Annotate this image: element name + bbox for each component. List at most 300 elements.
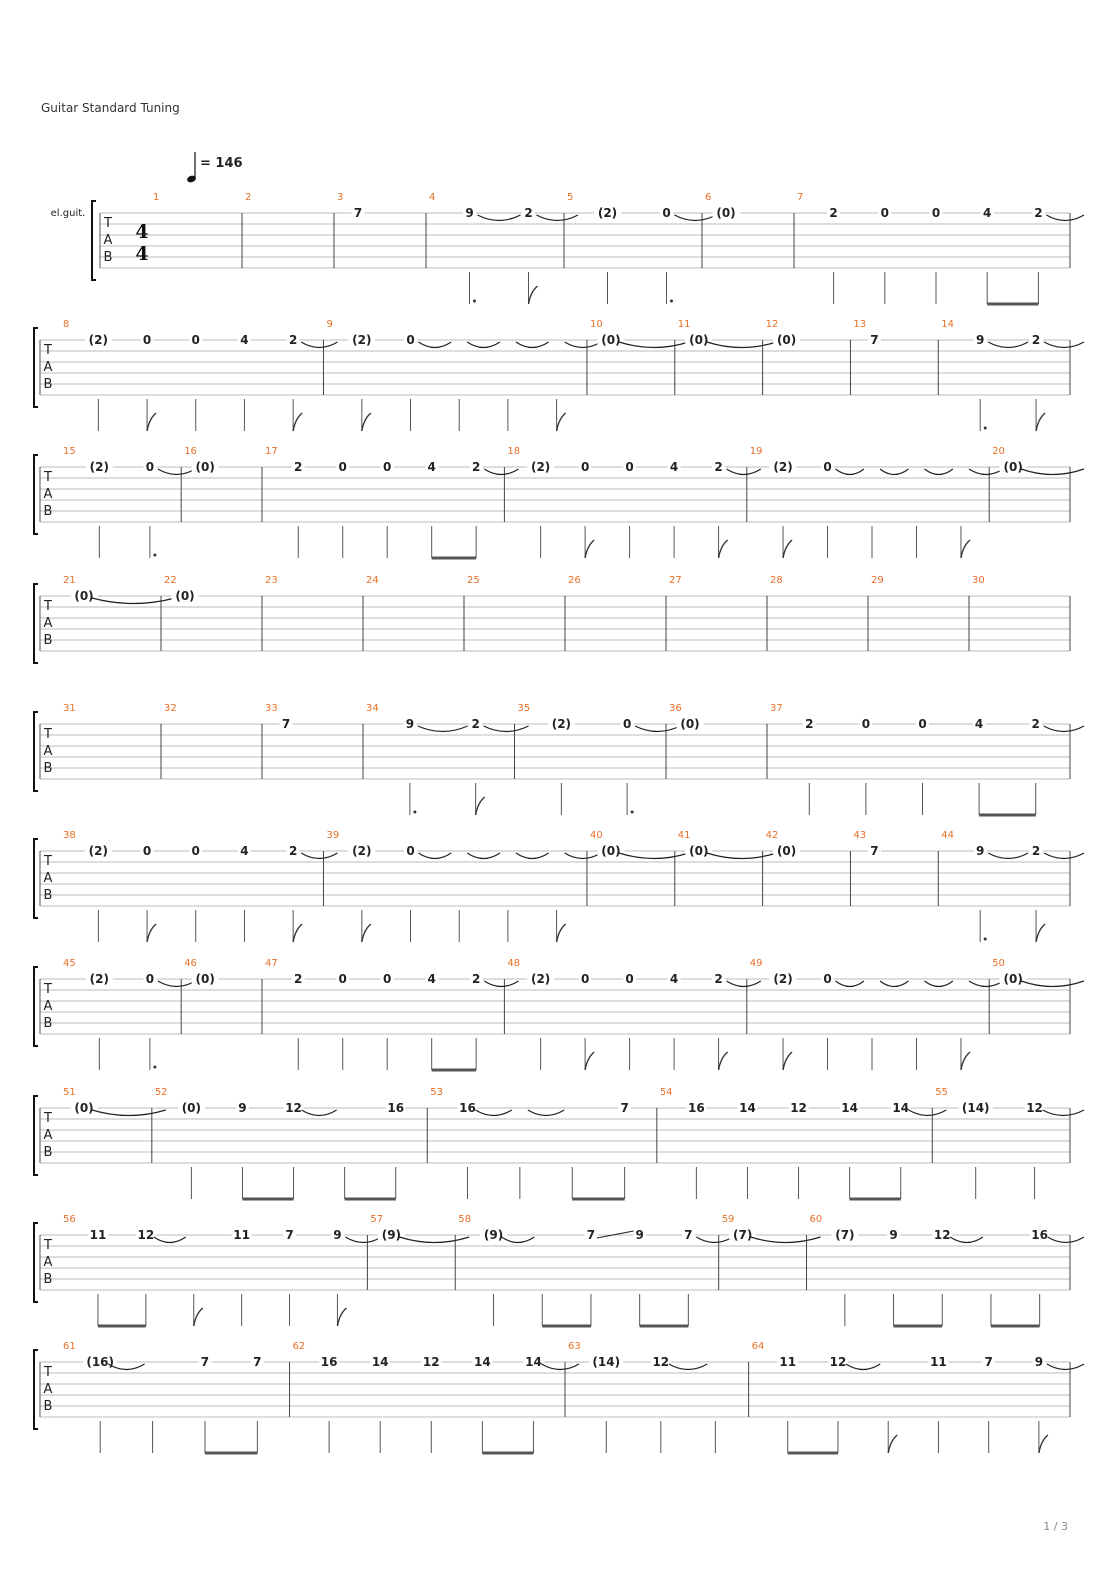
note-flag: [147, 413, 156, 431]
fret-number: (0): [1003, 460, 1023, 474]
fret-number: 11: [233, 1228, 250, 1242]
tie-arc: [669, 1364, 708, 1370]
fret-number: 2: [1031, 844, 1041, 858]
bar-number: 37: [770, 703, 783, 714]
fret-number: 16: [1031, 1228, 1049, 1242]
rhythm-dot: [631, 811, 634, 814]
bar-number: 4: [429, 192, 436, 203]
time-signature-top: 4: [135, 221, 149, 243]
fret-number: 12: [285, 1101, 302, 1115]
fret-number: 2: [471, 972, 481, 986]
fret-number: 9: [976, 333, 985, 347]
system-bracket: [34, 1223, 38, 1302]
tab-clef-letter: A: [43, 744, 53, 759]
bar-number: 64: [751, 1341, 765, 1352]
fret-number: 7: [870, 333, 879, 347]
bar-number: 17: [265, 446, 278, 457]
note-flag: [557, 413, 566, 431]
tempo-value: = 146: [200, 156, 243, 171]
bar-number: 1: [153, 192, 160, 203]
fret-number: 7: [870, 844, 879, 858]
fret-number: (0): [195, 972, 215, 986]
tie-arc: [1021, 469, 1084, 475]
bar-number: 11: [677, 319, 691, 330]
system-bracket: [34, 584, 38, 663]
note-flag: [961, 540, 970, 558]
fret-number: (2): [551, 717, 572, 731]
tie-arc: [909, 1110, 947, 1116]
fret-number: 11: [89, 1228, 107, 1242]
bar-number: 15: [63, 446, 76, 457]
tie-arc: [399, 1237, 469, 1243]
tie-arc: [528, 1110, 564, 1116]
tie-arc: [484, 726, 529, 732]
fret-number: (2): [89, 972, 109, 986]
fret-number: 4: [240, 844, 249, 858]
bar-number: 16: [184, 446, 197, 457]
tie-arc: [1044, 342, 1084, 348]
fret-number: (0): [680, 717, 700, 731]
fret-number: 2: [829, 206, 838, 220]
bar-number: 5: [567, 192, 574, 203]
fret-number: (0): [776, 333, 797, 347]
tie-arc: [516, 853, 549, 859]
fret-number: 4: [669, 460, 679, 474]
instrument-label: el.guit.: [50, 208, 86, 219]
fret-number: (0): [74, 589, 94, 603]
bar-number: 30: [972, 575, 985, 586]
bar-number: 23: [265, 575, 278, 586]
fret-number: 12: [829, 1355, 847, 1369]
tie-arc: [727, 981, 761, 987]
system-bracket: [92, 201, 96, 280]
bar-number: 7: [797, 192, 804, 203]
tie-arc: [836, 981, 864, 987]
tie-arc: [635, 726, 680, 732]
tab-clef-letter: B: [43, 1399, 53, 1414]
tie-arc: [707, 853, 777, 859]
fret-number: 0: [823, 460, 832, 474]
fret-number: (2): [88, 844, 109, 858]
bar-number: 29: [871, 575, 884, 586]
fret-number: 12: [137, 1228, 155, 1242]
fret-number: (2): [773, 972, 793, 986]
fret-number: 7: [984, 1355, 993, 1369]
bar-number: 63: [568, 1341, 581, 1352]
fret-number: 0: [861, 717, 871, 731]
fret-number: 2: [294, 460, 303, 474]
fret-number: 12: [652, 1355, 670, 1369]
bar-number: 61: [63, 1341, 76, 1352]
tab-clef-letter: A: [43, 999, 53, 1014]
bar-number: 52: [154, 1087, 168, 1098]
rhythm-dot: [153, 1066, 156, 1069]
fret-number: 4: [427, 972, 436, 986]
bar-number: 34: [366, 703, 379, 714]
bar-number: 42: [765, 830, 779, 841]
fret-number: (0): [776, 844, 797, 858]
fret-number: 7: [586, 1228, 596, 1242]
fret-number: 0: [142, 844, 152, 858]
bar-number: 25: [467, 575, 480, 586]
note-flag: [783, 1052, 792, 1070]
tie-arc: [301, 342, 337, 348]
fret-number: (9): [381, 1228, 402, 1242]
fret-number: 14: [371, 1355, 389, 1369]
bar-number: 32: [164, 703, 177, 714]
bar-number: 14: [941, 319, 954, 330]
fret-number: 0: [931, 206, 941, 220]
tie-arc: [846, 1364, 880, 1370]
fret-number: 0: [406, 844, 415, 858]
note-flag: [719, 1052, 728, 1070]
fret-number: 9: [889, 1228, 898, 1242]
bar-number: 10: [589, 319, 603, 330]
fret-number: (2): [352, 333, 372, 347]
tie-arc: [727, 469, 761, 475]
tie-arc: [696, 1237, 732, 1243]
fret-number: 2: [294, 972, 303, 986]
tie-arc: [467, 853, 500, 859]
bar-number: 59: [721, 1214, 735, 1225]
bar-number: 20: [992, 446, 1005, 457]
tab-clef-letter: B: [103, 250, 113, 265]
fret-number: 2: [1034, 206, 1043, 220]
bar-number: 18: [507, 446, 521, 457]
fret-number: 14: [892, 1101, 910, 1115]
note-flag: [362, 924, 371, 942]
fret-number: 2: [288, 844, 298, 858]
tie-arc: [92, 1110, 166, 1116]
tie-arc: [154, 1237, 186, 1243]
tie-arc: [880, 981, 908, 987]
bar-number: 22: [164, 575, 177, 586]
note-flag: [783, 540, 792, 558]
fret-number: 14: [739, 1101, 756, 1115]
tie-arc: [419, 853, 452, 859]
note-flag: [719, 540, 728, 558]
fret-number: 0: [383, 972, 392, 986]
tab-clef-letter: A: [43, 1382, 53, 1397]
note-flag: [529, 286, 538, 304]
tie-arc: [565, 853, 601, 859]
tie-arc: [836, 469, 864, 475]
bar-number: 8: [63, 319, 70, 330]
tab-clef-letter: B: [43, 504, 53, 519]
tab-clef-letter: B: [43, 761, 53, 776]
fret-number: 0: [142, 333, 152, 347]
tie-arc: [301, 853, 337, 859]
tuning-title: Guitar Standard Tuning: [41, 101, 180, 115]
fret-number: 2: [471, 717, 480, 731]
fret-number: (0): [601, 844, 621, 858]
bar-number: 13: [853, 319, 867, 330]
fret-number: 12: [790, 1101, 807, 1115]
bar-number: 21: [63, 575, 76, 586]
note-flag: [1036, 413, 1045, 431]
bar-number: 45: [63, 958, 76, 969]
fret-number: 0: [191, 333, 200, 347]
tie-arc: [516, 342, 549, 348]
fret-number: 7: [684, 1228, 693, 1242]
fret-number: (0): [181, 1101, 202, 1115]
rhythm-dot: [473, 300, 476, 303]
bar-number: 39: [326, 830, 340, 841]
bar-number: 31: [63, 703, 76, 714]
fret-number: 9: [238, 1101, 247, 1115]
bar-number: 60: [809, 1214, 823, 1225]
tie-arc: [418, 726, 468, 732]
bar-number: 58: [458, 1214, 471, 1225]
bar-number: 62: [292, 1341, 306, 1352]
tab-clef-letter: B: [43, 1272, 53, 1287]
tie-arc: [1043, 1110, 1084, 1116]
note-flag: [147, 924, 156, 942]
note-flag: [194, 1308, 203, 1326]
tie-arc: [880, 469, 908, 475]
bar-number: 3: [337, 192, 344, 203]
fret-number: 12: [933, 1228, 951, 1242]
tie-arc: [484, 469, 518, 475]
bar-number: 55: [935, 1087, 949, 1098]
fret-number: 9: [635, 1228, 644, 1242]
fret-number: 2: [471, 460, 481, 474]
tie-arc: [467, 342, 500, 348]
fret-number: 14: [474, 1355, 491, 1369]
fret-number: 9: [405, 717, 415, 731]
tie-arc: [751, 1237, 821, 1243]
rhythm-dot: [984, 427, 987, 430]
bar-number: 56: [63, 1214, 76, 1225]
tab-clef-letter: T: [44, 1238, 52, 1253]
tie-arc: [1048, 1237, 1084, 1243]
fret-number: 4: [974, 717, 984, 731]
bar-number: 40: [589, 830, 603, 841]
fret-number: 9: [1034, 1355, 1044, 1369]
tie-arc: [950, 1237, 983, 1243]
bar-number: 2: [245, 192, 252, 203]
bar-number: 38: [63, 830, 76, 841]
fret-number: (16): [86, 1355, 115, 1369]
fret-number: 0: [145, 972, 155, 986]
fret-number: (0): [716, 206, 736, 220]
system-bracket: [34, 712, 38, 791]
fret-number: 0: [880, 206, 889, 220]
tie-arc: [92, 598, 175, 604]
tie-arc: [1047, 1364, 1084, 1370]
bar-number: 47: [265, 958, 278, 969]
fret-number: 7: [200, 1355, 210, 1369]
note-flag: [1036, 924, 1045, 942]
tab-clef-letter: A: [43, 360, 53, 375]
fret-number: 9: [465, 206, 474, 220]
fret-number: (7): [733, 1228, 753, 1242]
fret-number: (14): [961, 1101, 990, 1115]
system-bracket: [34, 967, 38, 1046]
system-bracket: [34, 455, 38, 534]
tie-arc: [969, 981, 1003, 987]
tie-arc: [924, 981, 952, 987]
tab-clef-letter: T: [44, 599, 52, 614]
time-signature-bottom: 4: [135, 243, 149, 265]
tie-arc: [302, 1110, 337, 1116]
page-number: 1 / 3: [1043, 1520, 1068, 1533]
fret-number: 7: [285, 1228, 294, 1242]
fret-number: (9): [483, 1228, 504, 1242]
tie-arc: [537, 215, 579, 221]
fret-number: 0: [580, 972, 590, 986]
tie-arc: [1046, 215, 1084, 221]
fret-number: (0): [175, 589, 195, 603]
tab-clef-letter: T: [44, 1365, 52, 1380]
tie-arc: [475, 1110, 511, 1116]
tie-arc: [988, 853, 1028, 859]
fret-number: 11: [930, 1355, 947, 1369]
fret-number: 0: [191, 844, 200, 858]
tab-clef-letter: T: [44, 727, 52, 742]
bar-number: 9: [326, 319, 333, 330]
tab-clef-letter: B: [43, 1145, 53, 1160]
tab-clef-letter: B: [43, 1016, 53, 1031]
fret-number: 16: [688, 1101, 705, 1115]
bar-number: 24: [366, 575, 379, 586]
bar-number: 43: [853, 830, 867, 841]
fret-number: 0: [625, 460, 634, 474]
tab-clef-letter: B: [43, 377, 53, 392]
fret-number: 0: [383, 460, 392, 474]
fret-number: 0: [338, 460, 347, 474]
tab-clef-letter: B: [43, 888, 53, 903]
note-flag: [888, 1435, 897, 1453]
fret-number: (2): [530, 972, 551, 986]
fret-number: 16: [459, 1101, 476, 1115]
fret-number: 16: [320, 1355, 338, 1369]
tie-arc: [1044, 853, 1084, 859]
note-flag: [585, 1052, 594, 1070]
note-flag: [557, 924, 566, 942]
rhythm-dot: [984, 938, 987, 941]
bar-number: 12: [765, 319, 779, 330]
tab-clef-letter: T: [44, 470, 52, 485]
fret-number: (0): [74, 1101, 94, 1115]
fret-number: 2: [714, 460, 723, 474]
fret-number: 7: [253, 1355, 262, 1369]
fret-number: (2): [88, 333, 109, 347]
fret-number: 0: [622, 717, 632, 731]
fret-number: 14: [525, 1355, 542, 1369]
fret-number: (2): [89, 460, 109, 474]
fret-number: (2): [530, 460, 551, 474]
fret-number: 4: [669, 972, 679, 986]
tie-arc: [158, 981, 195, 987]
fret-number: (0): [689, 844, 709, 858]
fret-number: 4: [983, 206, 992, 220]
bar-number: 54: [659, 1087, 673, 1098]
tie-arc: [988, 342, 1028, 348]
fret-number: 0: [662, 206, 671, 220]
fret-number: 0: [145, 460, 155, 474]
note-flag: [337, 1308, 346, 1326]
tab-clef-letter: B: [43, 633, 53, 648]
tie-arc: [675, 215, 717, 221]
fret-number: (0): [601, 333, 621, 347]
tab-clef-letter: T: [44, 982, 52, 997]
note-flag: [961, 1052, 970, 1070]
tab-clef-letter: A: [43, 1255, 53, 1270]
bar-number: 36: [669, 703, 682, 714]
tie-arc: [565, 342, 601, 348]
tab-clef-letter: T: [44, 854, 52, 869]
bar-number: 50: [992, 958, 1005, 969]
bar-number: 48: [507, 958, 521, 969]
bar-number: 57: [370, 1214, 384, 1225]
tie-arc: [619, 342, 689, 348]
bar-number: 27: [669, 575, 682, 586]
system-bracket: [34, 328, 38, 407]
fret-number: (2): [773, 460, 793, 474]
tie-arc: [419, 342, 452, 348]
tab-clef-letter: A: [43, 871, 53, 886]
tie-arc: [969, 469, 1003, 475]
fret-number: (7): [835, 1228, 855, 1242]
fret-number: 0: [580, 460, 590, 474]
bar-number: 26: [568, 575, 581, 586]
fret-number: 0: [823, 972, 832, 986]
tie-arc: [924, 469, 952, 475]
tab-clef-letter: A: [43, 616, 53, 631]
fret-number: 12: [422, 1355, 440, 1369]
fret-number: 2: [1031, 717, 1040, 731]
bar-number: 46: [184, 958, 197, 969]
tie-arc: [158, 469, 195, 475]
system-bracket: [34, 1350, 38, 1429]
fret-number: 0: [338, 972, 347, 986]
fret-number: 2: [1031, 333, 1041, 347]
fret-number: (0): [195, 460, 215, 474]
tab-clef-letter: A: [43, 1128, 53, 1143]
system-bracket: [34, 839, 38, 918]
system-bracket: [34, 1096, 38, 1175]
fret-number: 9: [333, 1228, 342, 1242]
bar-number: 33: [265, 703, 278, 714]
bar-number: 28: [770, 575, 783, 586]
tab-clef-letter: A: [103, 233, 113, 248]
rhythm-dot: [413, 811, 416, 814]
note-flag: [476, 797, 485, 815]
fret-number: 4: [427, 460, 436, 474]
tab-clef-letter: T: [104, 216, 112, 231]
fret-number: (0): [1003, 972, 1023, 986]
fret-number: 2: [288, 333, 298, 347]
tab-clef-letter: T: [44, 343, 52, 358]
bar-number: 35: [517, 703, 531, 714]
tie-arc: [1044, 726, 1084, 732]
tie-arc: [484, 981, 518, 987]
bar-number: 41: [677, 830, 691, 841]
fret-number: 0: [406, 333, 415, 347]
fret-number: 2: [714, 972, 723, 986]
tie-arc: [478, 215, 521, 221]
note-flag: [585, 540, 594, 558]
fret-number: 2: [805, 717, 814, 731]
fret-number: 12: [1026, 1101, 1043, 1115]
tie-arc: [1021, 981, 1084, 987]
fret-number: (2): [352, 844, 372, 858]
rhythm-dot: [670, 300, 673, 303]
bar-number: 44: [941, 830, 954, 841]
fret-number: 11: [779, 1355, 797, 1369]
fret-number: (2): [597, 206, 618, 220]
